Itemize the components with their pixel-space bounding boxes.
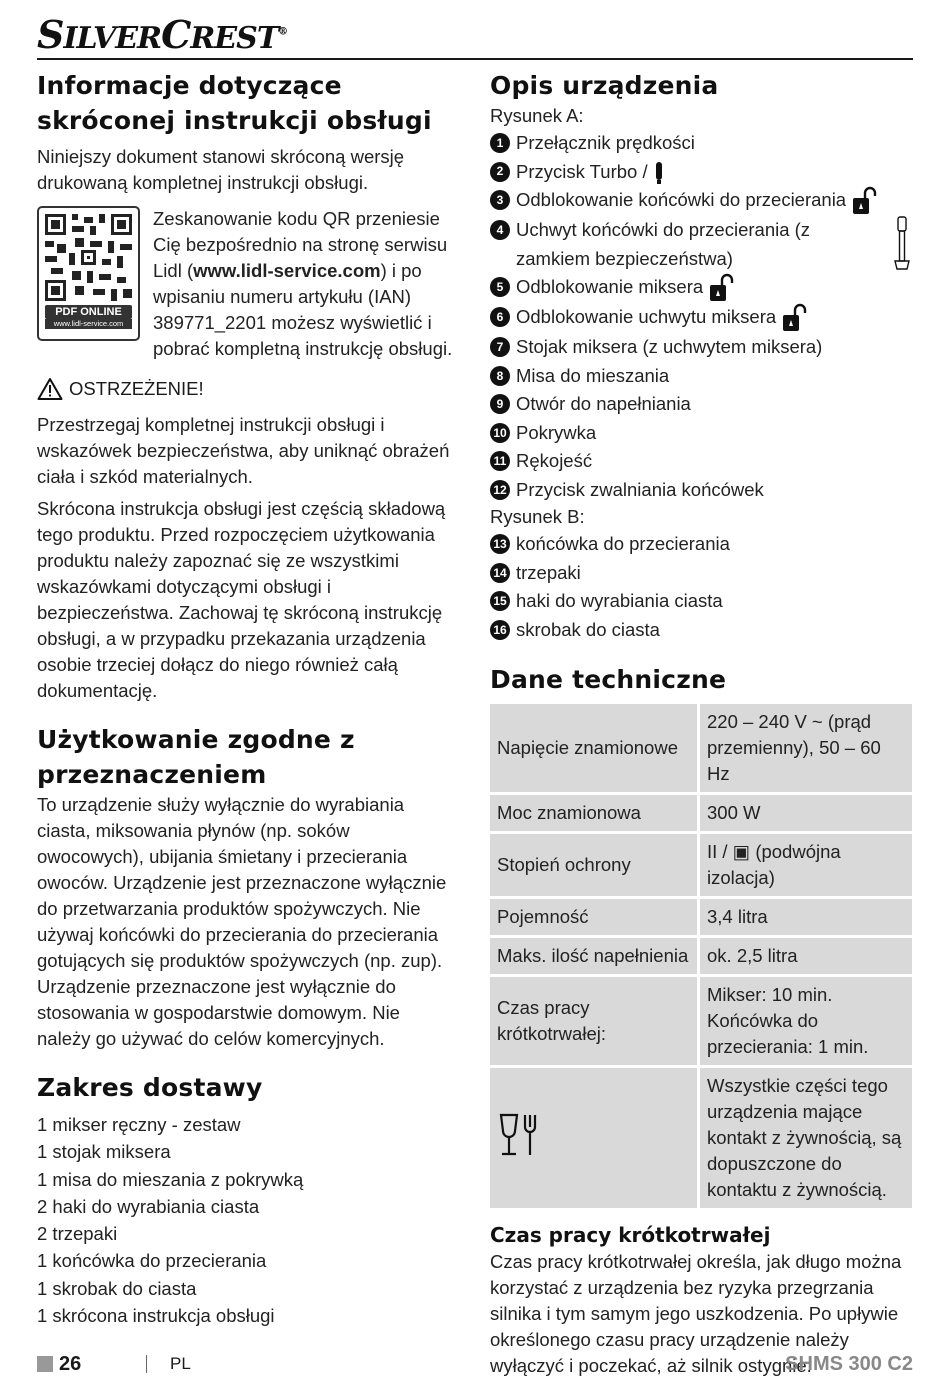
- language-code: PL: [170, 1354, 191, 1373]
- heading-short-time-operation: Czas pracy krótkotrwałej: [490, 1223, 771, 1248]
- list-item: 6 Odblokowanie uchwytu miksera: [490, 303, 913, 333]
- list-item: 1 Przełącznik prędkości: [490, 129, 913, 158]
- table-row: Moc znamionowa 300 W: [490, 795, 912, 831]
- list-item: 10 Pokrywka: [490, 419, 913, 448]
- figure-b-label: Rysunek B:: [490, 506, 585, 528]
- list-item: 7 Stojak miksera (z uchwytem miksera): [490, 333, 913, 362]
- list-item: 1 skrobak do ciasta: [37, 1277, 197, 1299]
- list-item: 1 mikser ręczny - zestaw: [37, 1114, 241, 1135]
- info-paragraph: Niniejszy dokument stanowi skróconą wersję drukowaną kompletnej instrukcji obsługi.: [37, 146, 405, 193]
- left-column: [37, 68, 457, 1329]
- table-row: Maks. ilość napełnienia ok. 2,5 litra: [490, 938, 912, 974]
- table-row: Czas pracy krótkotrwałej: Mikser: 10 min. Końcówka do przecierania: 1 min.: [490, 977, 912, 1065]
- figure-a-label: Rysunek A:: [490, 105, 584, 126]
- short-time-paragraph: Czas pracy krótkotrwałej określa, jak długo można korzystać z urządzenia bez ryzyka przegrzania silnika i tym samym jego uszkodzenia. Po upływie określonego czasu pracy urządzenie należy wyłączyć i poczekać, aż silnik ostygnie.: [490, 1251, 902, 1377]
- table-row: Stopień ochrony II / ▣ (podwójna izolacja): [490, 834, 912, 896]
- turbo-button-icon: [654, 161, 664, 185]
- list-item: 2 haki do wyrabiania ciasta: [37, 1195, 260, 1217]
- intended-use-paragraph: To urządzenie służy wyłącznie do wyrabiania ciasta, miksowania płynów (np. soków owocowych), ubijania śmietany i przecierania owoców. Urządzenie jest przeznaczone wyłącznie do przetwarzania produktów spożywczych. Nie używaj końcówki do przecierania do przecierania gotujących się produktów spożywczych (np. zup). Urządzenie przeznaczone jest wyłącznie do stosowania w gospodarstwie domowym. Nie należy go używać do celów komercyjnych.: [37, 794, 447, 1049]
- list-item: 8 Misa do mieszania: [490, 362, 913, 391]
- list-item: 5 Odblokowanie miksera: [490, 273, 913, 303]
- brand-logo: SILVERCREST®: [37, 12, 288, 57]
- unlock-icon: [709, 273, 735, 303]
- qr-code[interactable]: [37, 206, 140, 341]
- figure-a-list: [490, 129, 913, 504]
- table-row: Pojemność 3,4 litra: [490, 899, 912, 935]
- list-item: 3 Odblokowanie końcówki do przecierania: [490, 186, 913, 216]
- list-item: 12 Przycisk zwalniania końcówek: [490, 476, 913, 505]
- qr-label: PDF ONLINE: [45, 305, 132, 319]
- warning-paragraph: Przestrzegaj kompletnej instrukcji obsługi i wskazówek bezpieczeństwa, aby uniknąć obrażeń ciała i szkód materialnych.: [37, 414, 450, 487]
- right-column: [490, 68, 913, 1377]
- figure-b-list: [490, 530, 913, 644]
- unlock-icon: [852, 186, 878, 216]
- page-marker: [37, 1356, 53, 1372]
- list-item: 13 końcówka do przecierania: [490, 530, 913, 559]
- list-item: 1 stojak miksera: [37, 1141, 171, 1163]
- list-item: 2 Przycisk Turbo /: [490, 158, 913, 187]
- list-item: 14 trzepaki: [490, 559, 913, 588]
- heading-intended-use: Użytkowanie zgodne z przeznaczeniem: [37, 725, 355, 789]
- scope-list: [37, 1111, 457, 1329]
- heading-technical-data: Dane techniczne: [490, 665, 727, 695]
- list-item: 1 misa do mieszania z pokrywką: [37, 1168, 304, 1190]
- technical-data-table: [490, 701, 912, 1211]
- list-item: 11 Rękojeść: [490, 447, 913, 476]
- page-footer: [37, 1352, 913, 1376]
- list-item: 4 Uchwyt końcówki do przecierania (z zamkiem bezpieczeństwa): [490, 216, 913, 273]
- list-item: 1 końcówka do przecierania: [37, 1250, 267, 1272]
- qr-description: Zeskanowanie kodu QR przeniesie Cię bezpośrednio na stronę serwisu Lidl (www.lidl-service.com) i po wpisaniu numeru artykułu (IAN) 389771_2201 możesz wyświetlić i pobrać kompletną instrukcję obsługi.: [153, 208, 453, 359]
- page-header: [37, 8, 913, 60]
- unlock-icon: [782, 303, 808, 333]
- list-item: 16 skrobak do ciasta: [490, 616, 913, 645]
- qr-url: www.lidl-service.com: [45, 319, 132, 329]
- divider: [146, 1355, 147, 1373]
- list-item: 15 haki do wyrabiania ciasta: [490, 587, 913, 616]
- short-manual-paragraph: Skrócona instrukcja obsługi jest częścią składową tego produktu. Przed rozpoczęciem użytkowania produktu należy zapoznać się ze wszystkimi wskazówkami dotyczącymi obsługi i bezpieczeństwa. Zachowaj tę skróconą instrukcję obsługi, a w przypadku przekazania urządzenia osobie trzeciej dołącz do niego również całą dokumentację.: [37, 498, 446, 701]
- heading-device-description: Opis urządzenia: [490, 71, 719, 100]
- food-safe-glass-fork-icon: [497, 1111, 541, 1159]
- warning-label: OSTRZEŻENIE!: [37, 376, 457, 402]
- list-item: 2 trzepaki: [37, 1223, 118, 1245]
- heading-info: Informacje dotyczące skróconej instrukcji obsługi: [37, 71, 432, 135]
- warning-triangle-icon: [37, 377, 63, 401]
- qr-code-icon: [45, 214, 132, 301]
- list-item: 9 Otwór do napełniania: [490, 390, 913, 419]
- page-number: 26: [59, 1353, 82, 1375]
- list-item: 1 skrócona instrukcja obsługi: [37, 1305, 275, 1327]
- masher-attachment-icon: [891, 216, 913, 272]
- table-row: Wszystkie części tego urządzenia mające kontakt z żywnością, są dopuszczone do kontaktu z żywnością.: [490, 1068, 912, 1208]
- model-number: SHMS 300 C2: [785, 1353, 913, 1375]
- table-row: Napięcie znamionowe 220 – 240 V ~ (prąd przemienny), 50 – 60 Hz: [490, 704, 912, 792]
- heading-scope: Zakres dostawy: [37, 1073, 263, 1102]
- qr-block: [37, 206, 457, 362]
- service-link[interactable]: www.lidl-service.com: [193, 260, 381, 281]
